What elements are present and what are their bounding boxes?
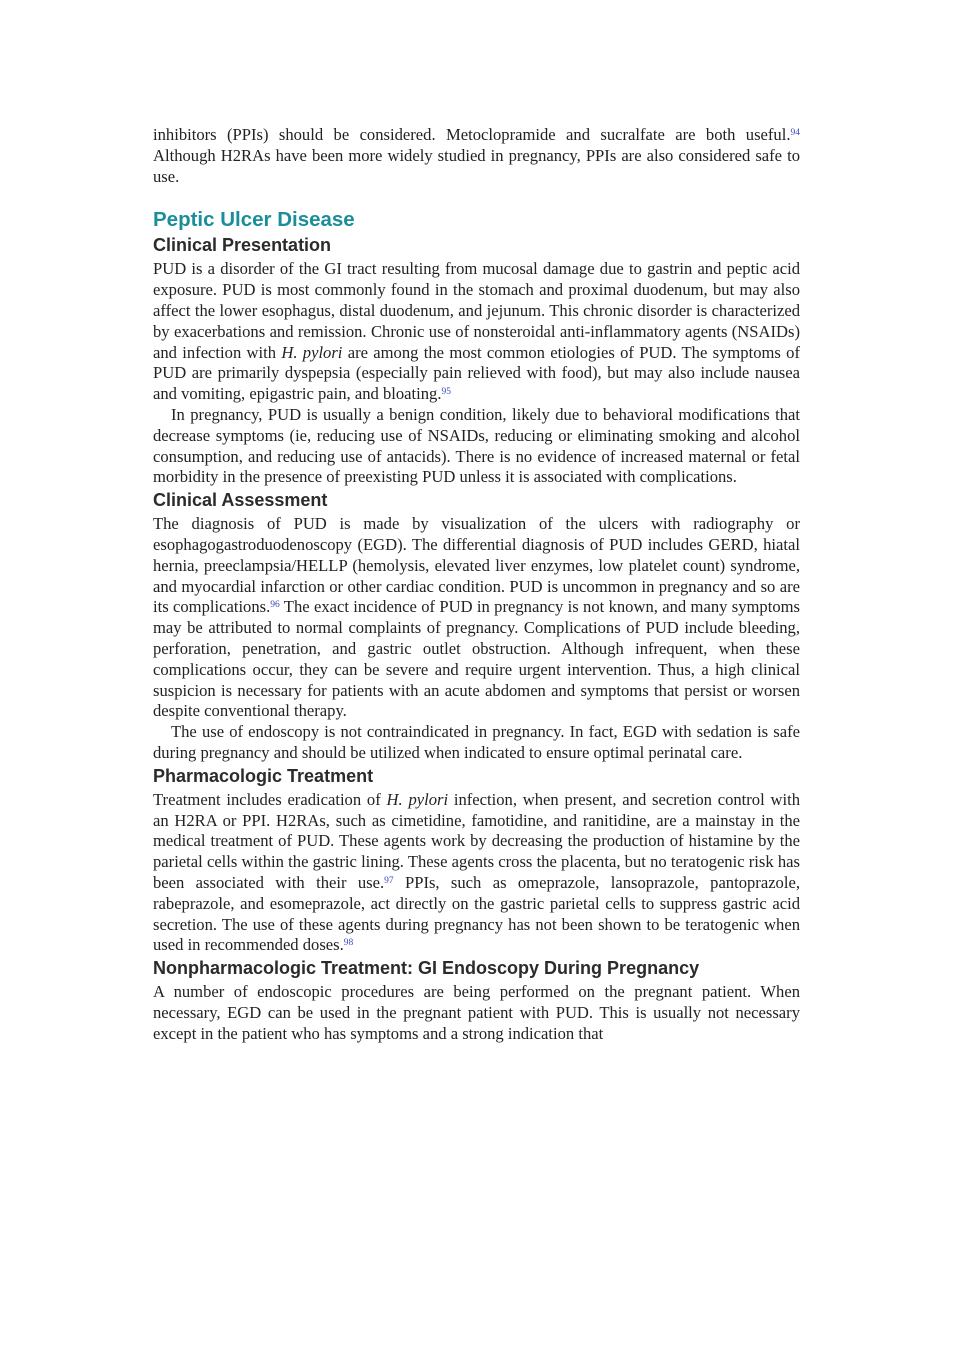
reference-97[interactable]: 97 <box>384 875 394 886</box>
clinical-assessment-heading: Clinical Assessment <box>153 490 328 511</box>
reference-94[interactable]: 94 <box>790 128 800 138</box>
document-page <box>153 125 800 1044</box>
pharmacologic-treatment-paragraph: Treatment includes eradication of H. pylori infection, when present, and secretion control with an H2RA or PPI. H2RAs, such as cimetidine, famotidine, and ranitidine, are a mainstay in the medical treatment of PUD. These agents work by decreasing the production of histamine by the parietal cells within the gastric lining. These agents cross the placenta, but no teratogenic risk has been associated with their use.$^{97}$ PPIs, such as omeprazole, lansoprazole, pantoprazole, rabeprazole, and esomeprazole, act directly on the gastric parietal cells to suppress gastric acid secretion. The use of these agents during pregnancy has not been shown to be teratogenic when used in recommended doses.$^{98}$ <box>153 789 800 955</box>
clinical-assessment-paragraph-2: The use of endoscopy is not contraindicated in pregnancy. In fact, EGD with sedation is safe during pregnancy and should be utilized when indicated to ensure optimal perinatal care. <box>153 722 800 762</box>
reference-98[interactable]: 98 <box>343 938 354 949</box>
reference-96[interactable]: 96 <box>270 600 280 611</box>
clinical-presentation-heading: Clinical Presentation <box>153 235 332 256</box>
intro-paragraph: inhibitors (PPIs) should be considered. Metoclopramide and sucralfate are both useful.$^{94}$ Although H2RAs have been more widely studied in pregnancy, PPIs are also considered safe to use. <box>153 125 800 186</box>
clinical-presentation-paragraph-1: PUD is a disorder of the GI tract resulting from mucosal damage due to gastrin and peptic acid exposure. PUD is most commonly found in the stomach and proximal duodenum, but may also affect the lower esophagus, distal duodenum, and jejunum. This chronic disorder is characterized by exacerbations and remission. Chronic use of nonsteroidal anti-inflammatory agents (NSAIDs) and infection with H. pylori are among the most common etiologies of PUD. The symptoms of PUD are primarily dyspepsia (especially pain relieved with food), but may also include nausea and vomiting, epigastric pain, and bloating.$^{95}$ <box>153 259 800 404</box>
pharmacologic-treatment-heading: Pharmacologic Treatment <box>153 765 374 786</box>
reference-95[interactable]: 95 <box>441 387 451 398</box>
nonpharmacologic-treatment-paragraph: A number of endoscopic procedures are being performed on the pregnant patient. When necessary, EGD can be used in the pregnant patient with PUD. This is usually not necessary except in the patient who has symptoms and a strong indication that <box>153 982 800 1043</box>
clinical-presentation-paragraph-2: In pregnancy, PUD is usually a benign condition, likely due to behavioral modifications that decrease symptoms (ie, reducing use of NSAIDs, reducing or eliminating smoking and alcohol consumption, and reducing use of antacids). There is no evidence of increased maternal or fetal morbidity in the presence of preexisting PUD unless it is associated with complications. <box>153 404 800 487</box>
clinical-assessment-paragraph-1: The diagnosis of PUD is made by visualization of the ulcers with radiography or esophagogastroduodenoscopy (EGD). The differential diagnosis of PUD includes GERD, hiatal hernia, preeclampsia/HELLP (hemolysis, elevated liver enzymes, low platelet count) syndrome, and myocardial infarction or other cardiac condition. PUD is uncommon in pregnancy and so are its complications.$^{96}$ The exact incidence of PUD in pregnancy is not known, and many symptoms may be attributed to normal complaints of pregnancy. Complications of PUD include bleeding, perforation, penetration, and gastric outlet obstruction. Although infrequent, when these complications occur, they can be severe and require urgent intervention. Thus, a high clinical suspicion is necessary for patients with an acute abdomen and symptoms that persist or worsen despite conventional therapy. <box>153 514 800 721</box>
nonpharmacologic-treatment-heading: Nonpharmacologic Treatment: GI Endoscopy During Pregnancy <box>153 958 700 979</box>
section-title: Peptic Ulcer Disease <box>153 208 355 232</box>
